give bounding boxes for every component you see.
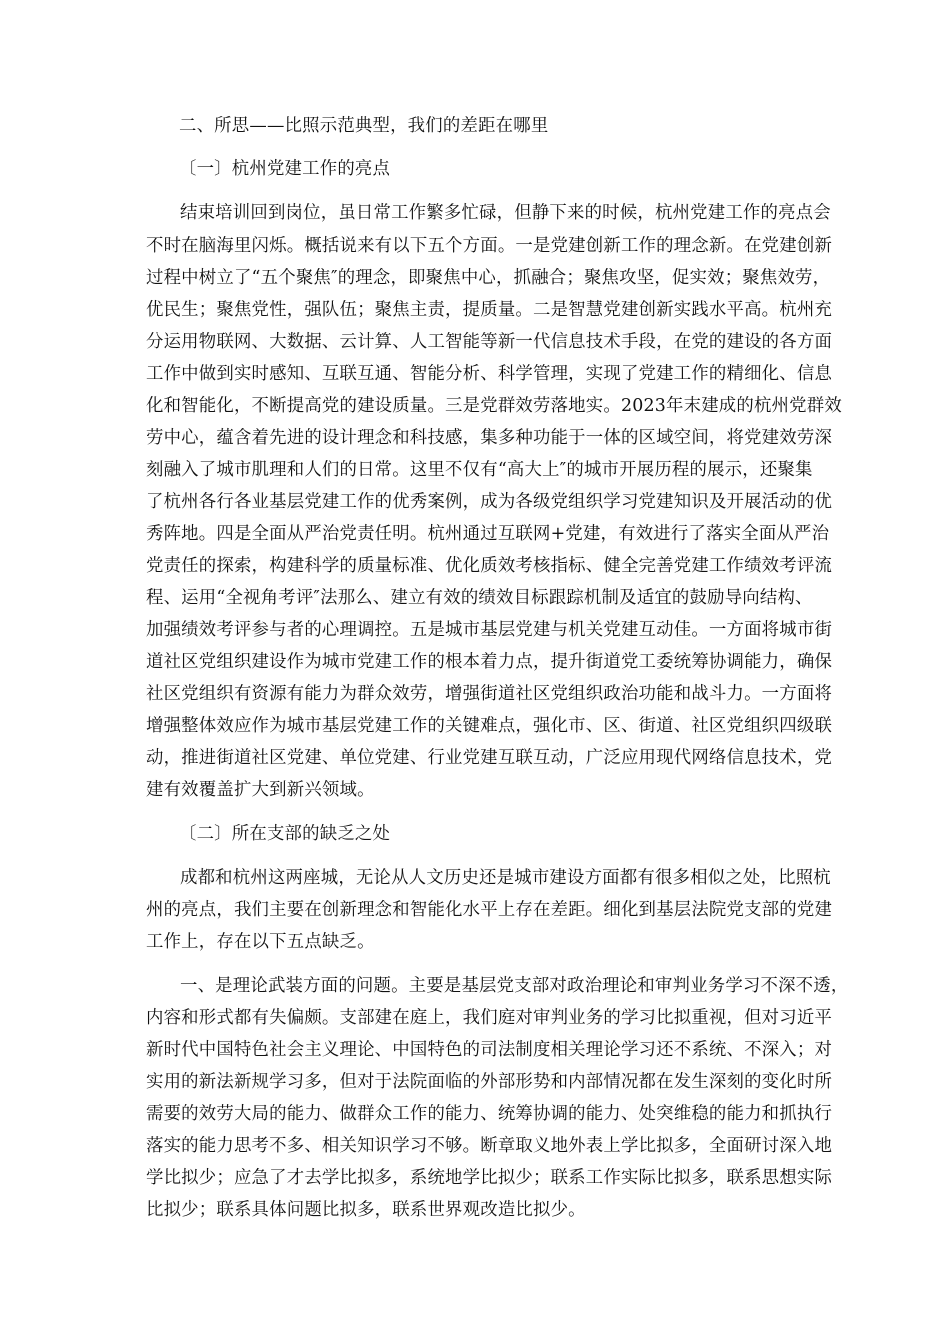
paragraph-line: 内容和形式都有失偏颇。支部建在庭上，我们庭对审判业务的学习比拟重视，但对习近平 bbox=[146, 1008, 833, 1028]
paragraph-line: 一、是理论武装方面的问题。主要是基层党支部对政治理论和审判业务学习不深不透， bbox=[180, 976, 849, 996]
paragraph-line: 加强绩效考评参与者的心理调控。五是城市基层党建与机关党建互动佳。一方面将城市街 bbox=[146, 620, 833, 640]
paragraph-line: 工作中做到实时感知、互联互通、智能分析、科学管理，实现了党建工作的精细化、信息 bbox=[146, 364, 833, 384]
paragraph-line: 结束培训回到岗位，虽日常工作繁多忙碌，但静下来的时候，杭州党建工作的亮点会 bbox=[180, 203, 831, 223]
paragraph-line: 建有效覆盖扩大到新兴领域。 bbox=[146, 780, 375, 800]
paragraph-line: 优民生；聚焦党性，强队伍；聚焦主责，提质量。二是智慧党建创新实践水平高。杭州充 bbox=[146, 300, 833, 320]
paragraph-line: 过程中树立了“五个聚焦″的理念，即聚焦中心，抓融合；聚焦攻坚，促实效；聚焦效劳， bbox=[146, 268, 831, 288]
paragraph-line: 州的亮点，我们主要在创新理念和智能化水平上存在差距。细化到基层法院党支部的党建 bbox=[146, 900, 833, 920]
paragraph-line: 新时代中国特色社会主义理论、中国特色的司法制度相关理论学习还不系统、不深入；对 bbox=[146, 1040, 833, 1060]
paragraph-line: 工作上，存在以下五点缺乏。 bbox=[146, 932, 375, 952]
paragraph-line: 需要的效劳大局的能力、做群众工作的能力、统筹协调的能力、处突维稳的能力和抓执行 bbox=[146, 1104, 833, 1124]
paragraph-line: 程、运用“全视角考评″法那么、建立有效的绩效目标跟踪机制及适宜的鼓励导向结构、 bbox=[146, 588, 813, 608]
paragraph-line: 落实的能力思考不多、相关知识学习不够。断章取义地外表上学比拟多，全面研讨深入地 bbox=[146, 1136, 833, 1156]
subsection-heading-hangzhou: 〔一〕杭州党建工作的亮点 bbox=[179, 159, 391, 179]
paragraph-line: 刻融入了城市肌理和人们的日常。这里不仅有“高大上″的城市开展历程的展示，还聚集 bbox=[146, 460, 813, 480]
paragraph-line: 了杭州各行各业基层党建工作的优秀案例，成为各级党组织学习党建知识及开展活动的优 bbox=[146, 492, 833, 512]
paragraph-line: 劳中心，蕴含着先进的设计理念和科技感，集多种功能于一体的区域空间，将党建效劳深 bbox=[146, 428, 833, 448]
paragraph-line: 秀阵地。四是全面从严治党责任明。杭州通过互联网+党建，有效进行了落实全面从严治 bbox=[146, 524, 830, 544]
paragraph-line: 党责任的探索，构建科学的质量标准、优化质效考核指标、健全完善党建工作绩效考评流 bbox=[146, 556, 833, 576]
paragraph-line: 道社区党组织建设作为城市党建工作的根本着力点，提升街道党工委统筹协调能力，确保 bbox=[146, 652, 833, 672]
paragraph-line: 学比拟少；应急了才去学比拟多，系统地学比拟少；联系工作实际比拟多，联系思想实际 bbox=[146, 1168, 833, 1188]
paragraph-line: 动，推进街道社区党建、单位党建、行业党建互联互动，广泛应用现代网络信息技术，党 bbox=[146, 748, 833, 768]
paragraph-line: 实用的新法新规学习多，但对于法院面临的外部形势和内部情况都在发生深刻的变化时所 bbox=[146, 1072, 833, 1092]
paragraph-line: 社区党组织有资源有能力为群众效劳，增强街道社区党组织政治功能和战斗力。一方面将 bbox=[146, 684, 833, 704]
paragraph-line: 分运用物联网、大数据、云计算、人工智能等新一代信息技术手段，在党的建设的各方面 bbox=[146, 332, 833, 352]
section-heading: 二、所思——比照示范典型，我们的差距在哪里 bbox=[179, 116, 549, 136]
paragraph-line: 成都和杭州这两座城，无论从人文历史还是城市建设方面都有很多相似之处，比照杭 bbox=[180, 868, 831, 888]
subsection-heading-shortcomings: 〔二〕所在支部的缺乏之处 bbox=[179, 824, 391, 844]
paragraph-line: 不时在脑海里闪烁。概括说来有以下五个方面。一是党建创新工作的理念新。在党建创新 bbox=[146, 236, 833, 256]
paragraph-line: 增强整体效应作为城市基层党建工作的关键难点，强化市、区、街道、社区党组织四级联 bbox=[146, 716, 833, 736]
paragraph-line: 比拟少；联系具体问题比拟多，联系世界观改造比拟少。 bbox=[146, 1200, 586, 1220]
paragraph-line: 化和智能化，不断提高党的建设质量。三是党群效劳落地实。2023年末建成的杭州党群效 bbox=[146, 396, 842, 416]
